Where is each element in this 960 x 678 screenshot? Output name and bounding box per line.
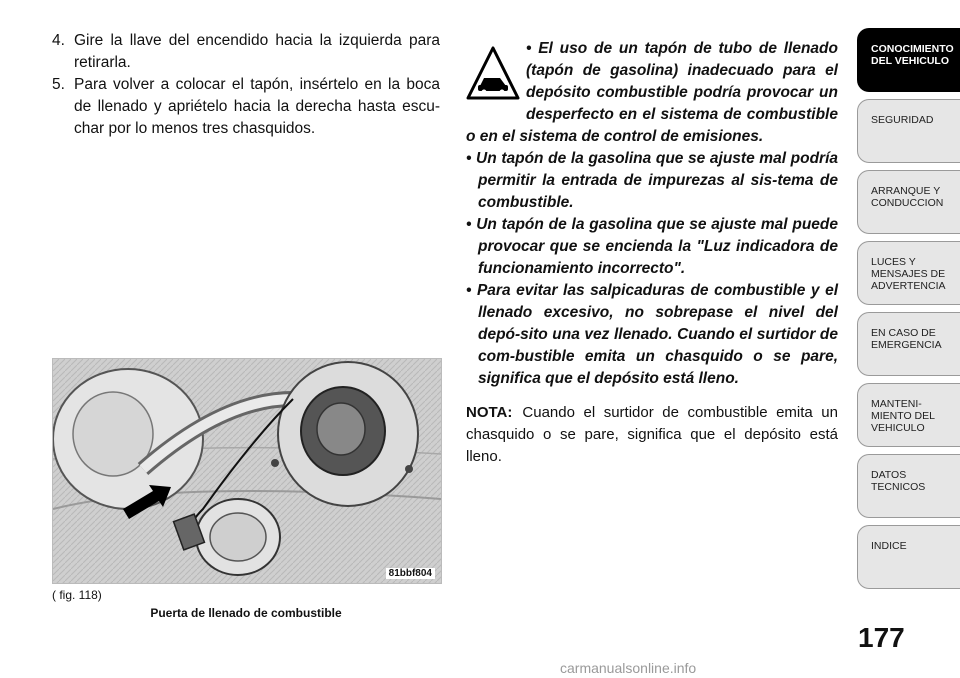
warning-item: • El uso de un tapón de tubo de llenado (tapón de gasolina) inadecuado para el depósito combustible podría provocar un desperfecto en el sistema de combustible o en el sistema de control de emisiones. [466,40,838,145]
figure-caption: Puerta de llenado de combustible [150,606,342,620]
warning-item: • Un tapón de la gasolina que se ajuste mal puede provocar que se encienda la "Luz indicadora de funcionamiento incorrecto". [466,216,838,277]
tab-label-line: CONDUCCION [871,197,944,209]
tab-label-line: ARRANQUE Y [871,185,941,197]
tab-seguridad[interactable] [857,99,960,163]
step-text: Para volver a colocar el tapón, insértelo en la boca de llenado y apriételo hacia la derecha hasta escu-char por lo menos tres chasquidos. [74,76,440,137]
note-paragraph [466,402,838,468]
tab-label-line: INDICE [871,540,907,552]
step-number: 5. [52,76,65,93]
tab-label-line: VEHICULO [871,422,925,434]
warning-section [466,38,838,483]
figure-code: 81bbf804 [386,568,435,579]
tab-label-line: SEGURIDAD [871,114,934,126]
warning-item: • Un tapón de la gasolina que se ajuste mal podría permitir la entrada de impurezas al sis-tema de combustible. [466,150,838,211]
tab-label-line: DATOS [871,469,907,481]
tab-label-line: DEL VEHICULO [871,55,949,67]
step-item [52,74,440,140]
tab-label-line: CONOCIMIENTO [871,43,954,55]
instruction-steps [52,30,440,140]
tab-label-line: TECNICOS [871,481,926,493]
tab-conocimiento-del-vehiculo[interactable] [857,28,960,92]
figure-reference: ( fig. 118) [52,588,102,602]
tab-label-line: MENSAJES DE [871,268,946,280]
fuel-door-illustration [53,359,441,583]
note-label: NOTA: [466,404,513,421]
step-number: 4. [52,32,65,49]
fuel-door-figure [52,358,442,584]
warning-box [466,38,838,390]
tab-luces-y-mensajes[interactable] [857,241,960,305]
warning-triangle-car-icon [466,44,520,104]
watermark-text: carmanualsonline.info [560,660,697,676]
tab-indice[interactable] [857,525,960,589]
tab-label-line: EN CASO DE [871,327,936,339]
page-number: 177 [858,622,905,653]
step-item [52,30,440,74]
tab-mantenimiento-del-vehiculo[interactable] [857,383,960,447]
note-text: Cuando el surtidor de combustible emita un chasquido o se pare, significa que el depósito está lleno. [466,404,838,465]
tab-label-line: MANTENI- [871,398,922,410]
step-text: Gire la llave del encendido hacia la izquierda para retirarla. [74,32,440,71]
warning-item: • Para evitar las salpicaduras de combustible y el llenado excesivo, no sobrepase el nivel del depó-sito una vez llenado. Cuando el surtidor de com-bustible emita un chasquido o se pare, significa que el depósito está lleno. [466,282,838,387]
tab-datos-tecnicos[interactable] [857,454,960,518]
tab-label-line: ADVERTENCIA [871,280,946,292]
section-tabs [857,28,960,596]
tab-label-line: LUCES Y [871,256,916,268]
tab-en-caso-de-emergencia[interactable] [857,312,960,376]
tab-label-line: EMERGENCIA [871,339,942,351]
tab-label-line: MIENTO DEL [871,410,935,422]
tab-arranque-y-conduccion[interactable] [857,170,960,234]
